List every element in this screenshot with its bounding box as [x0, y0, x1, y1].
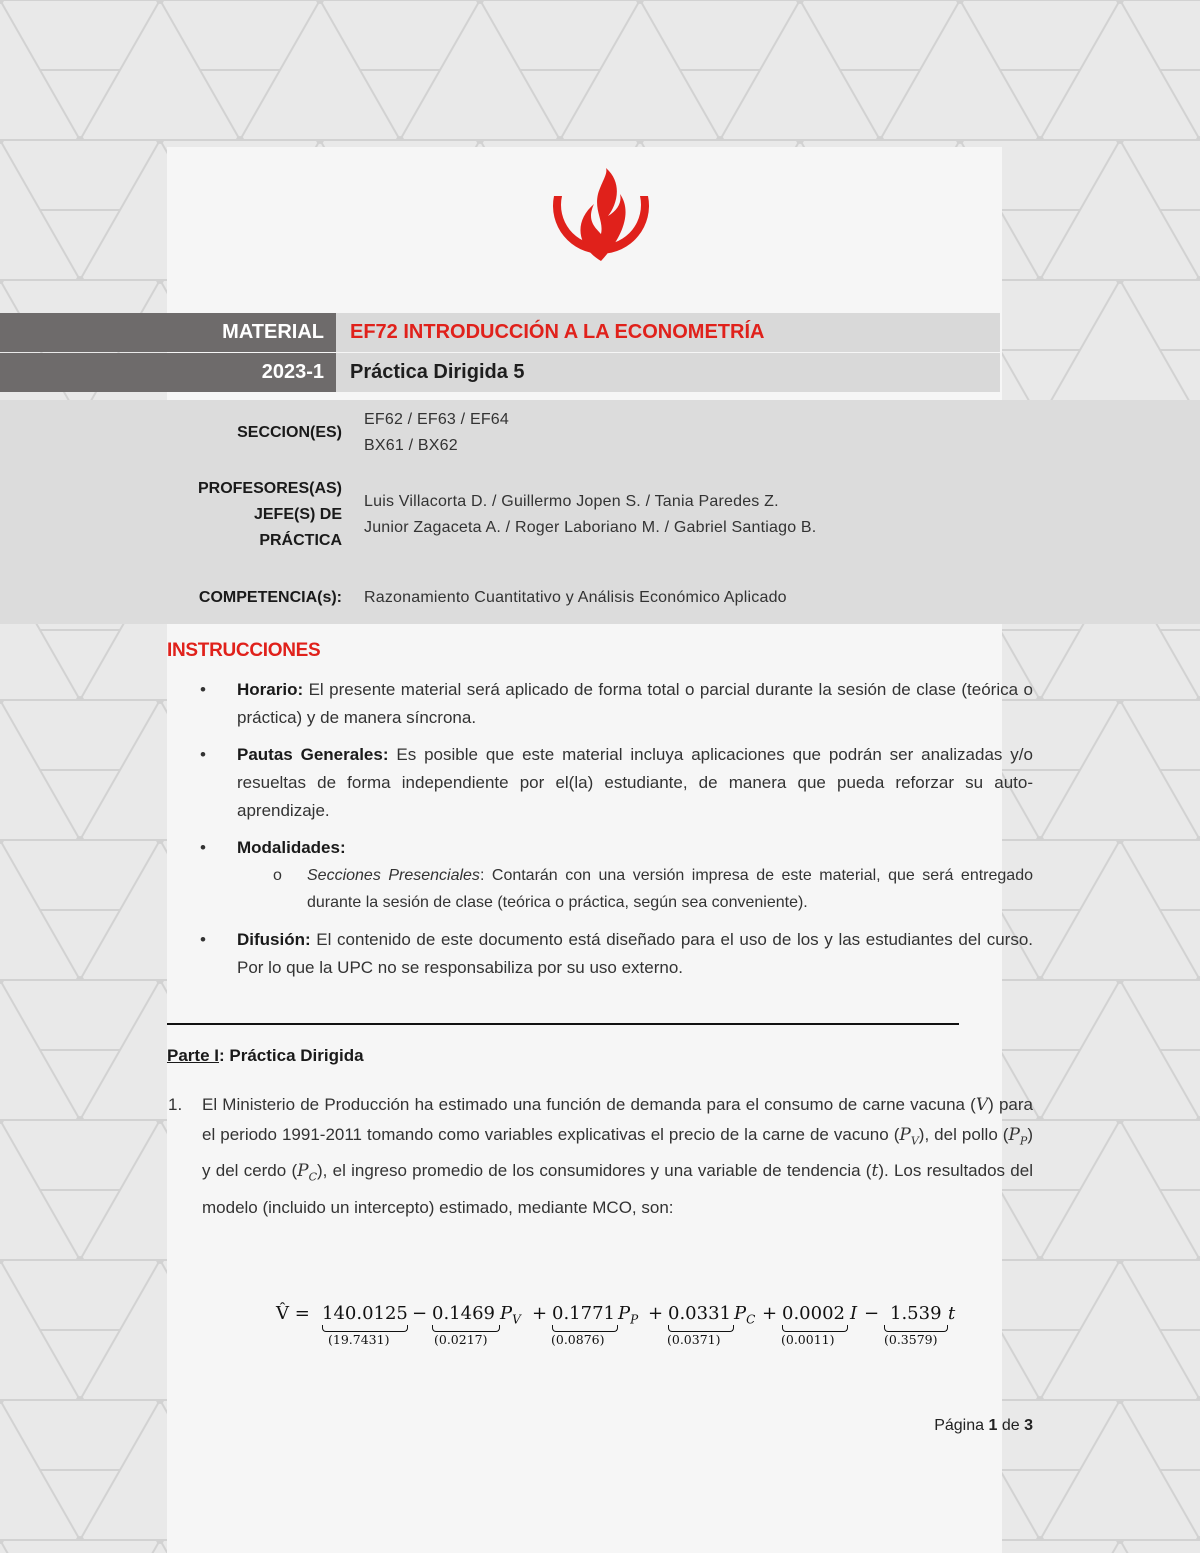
coefficient: 0.0002: [782, 1303, 845, 1324]
variable-pc: $P_C$: [734, 1303, 756, 1327]
math-variable: [297, 1161, 318, 1184]
bullet-icon: •: [200, 930, 206, 949]
instruction-title: Modalidades:: [237, 838, 346, 857]
math-symbol: P: [1008, 1125, 1020, 1145]
instructions-heading: INSTRUCCIONES: [167, 640, 321, 661]
sub-item-title: Secciones Presenciales: [307, 867, 480, 884]
sub-item-text: : Contarán con una versión impresa de este material, que será entregado durante la sesión de clase (teórica o práctica, según sea conveniente).: [307, 867, 1033, 911]
variable-pp: $P_P$: [618, 1303, 639, 1327]
professors-label-2: JEFE(S) DE: [253, 506, 342, 523]
page-label: Página: [934, 1417, 985, 1434]
sections-label: SECCION(ES): [237, 424, 342, 441]
coefficient: 0.1469: [432, 1303, 495, 1324]
instruction-item: [167, 834, 1033, 862]
bullet-icon: •: [200, 680, 206, 699]
instruction-item: [167, 676, 1033, 732]
underbrace: [668, 1325, 734, 1332]
material-label: MATERIAL: [0, 313, 336, 352]
instruction-item: [167, 926, 1033, 982]
practice-title: Práctica Dirigida 5: [336, 353, 1000, 392]
regression-equation: [270, 1300, 990, 1370]
competence-value: Razonamiento Cuantitativo y Análisis Económico Aplicado: [364, 589, 787, 606]
standard-error: (0.0876): [551, 1332, 605, 1347]
page-total: 3: [1024, 1417, 1033, 1434]
math-variable: [899, 1125, 919, 1148]
underbrace: [552, 1325, 618, 1332]
instructions-section: [167, 640, 1033, 982]
page-number: [900, 1417, 1033, 1435]
instruction-title: Difusión:: [237, 930, 311, 949]
underbrace: [782, 1325, 848, 1332]
professors-label-1: PROFESORES(AS): [197, 480, 342, 497]
variable-pv: $P_V$: [500, 1303, 521, 1327]
question-text-part: ). Los resultados del modelo (incluido un intercepto) estimado, mediante MCO, son:: [202, 1161, 1033, 1217]
coefficient: 0.0331: [668, 1303, 731, 1324]
part-label: Parte I: [167, 1046, 219, 1065]
instruction-title: Horario:: [237, 680, 304, 699]
instructions-list: [167, 676, 1033, 982]
question-text-part: ) para el periodo 1991-2011 tomando como variables explicativas el precio de la carne de vacuno (: [202, 1095, 1033, 1144]
section-divider: [167, 1023, 959, 1025]
standard-error: (0.0011): [781, 1332, 835, 1347]
standard-error: (0.0217): [434, 1332, 488, 1347]
instruction-item: [167, 741, 1033, 825]
underbrace: [322, 1325, 408, 1332]
standard-error: (19.7431): [328, 1332, 390, 1347]
coefficient: 1.539: [890, 1303, 942, 1324]
bullet-icon: •: [200, 838, 206, 857]
equation-sign: +: [762, 1303, 778, 1324]
equation-sign: −: [412, 1303, 428, 1324]
equation-lhs: V̂ =: [276, 1303, 310, 1324]
underbrace: [884, 1325, 948, 1332]
professors-line-1: Luis Villacorta D. / Guillermo Jopen S. / Tania Paredes Z.: [364, 493, 779, 510]
question-text-part: ) y del cerdo (: [202, 1125, 1033, 1181]
competence-label: COMPETENCIA(s):: [198, 589, 342, 606]
question-text-part: ), del pollo (: [918, 1125, 1009, 1144]
math-variable: t: [871, 1161, 879, 1182]
math-subscript: V: [910, 1134, 919, 1148]
math-variable: [1008, 1125, 1028, 1148]
professors-line-2: Junior Zagaceta A. / Roger Laboriano M. / Gabriel Santiago B.: [364, 519, 817, 536]
standard-error: (0.0371): [667, 1332, 721, 1347]
underbrace: [432, 1325, 500, 1332]
term-label: 2023-1: [0, 353, 336, 392]
bullet-icon: •: [200, 745, 206, 764]
professors-label-3: PRÁCTICA: [259, 532, 342, 549]
sections-line-2: BX61 / BX62: [364, 437, 458, 454]
equation-sign: +: [648, 1303, 664, 1324]
math-symbol: P: [297, 1161, 309, 1182]
instruction-text: El presente material será aplicado de forma total o parcial durante la sesión de clase (teórica o práctica) y de manera síncrona.: [237, 680, 1033, 727]
part-heading: [167, 1046, 364, 1066]
page-of: de: [1001, 1417, 1020, 1434]
variable-i: I: [850, 1303, 858, 1324]
coefficient: 140.0125: [322, 1303, 408, 1324]
instruction-text: El contenido de este documento está diseñado para el uso de los y las estudiantes del curso. Por lo que la UPC no se responsabiliza por su uso externo.: [237, 930, 1033, 977]
page-current: 1: [988, 1417, 998, 1434]
question-number: 1.: [168, 1095, 183, 1114]
question-text: [202, 1090, 1033, 1223]
upc-logo: [546, 166, 656, 276]
equation-sign: −: [864, 1303, 880, 1324]
instruction-sub-item: [167, 862, 1033, 916]
equation-sign: +: [532, 1303, 548, 1324]
sub-bullet-icon: o: [273, 867, 282, 884]
math-subscript: C: [308, 1170, 318, 1184]
math-subscript: P: [1019, 1134, 1028, 1148]
course-title: EF72 INTRODUCCIÓN A LA ECONOMETRÍA: [336, 313, 1000, 352]
variable-t: t: [948, 1303, 956, 1324]
question-text-part: El Ministerio de Producción ha estimado una función de demanda para el consumo de carne vacuna (: [202, 1095, 976, 1114]
standard-error: (0.3579): [884, 1332, 938, 1347]
math-variable: V: [975, 1095, 989, 1115]
coefficient: 0.1771: [552, 1303, 615, 1324]
instruction-text: Es posible que este material incluya aplicaciones que podrán ser analizadas y/o resueltas de forma independiente por el(la) estudiante, de manera que pueda reforzar su auto-aprendizaje.: [237, 745, 1033, 820]
question-text-part: ), el ingreso promedio de los consumidores y una variable de tendencia (: [317, 1161, 872, 1181]
part-title: : Práctica Dirigida: [218, 1046, 364, 1065]
instruction-title: Pautas Generales:: [237, 745, 389, 764]
math-symbol: P: [899, 1125, 911, 1145]
sections-line-1: EF62 / EF63 / EF64: [364, 411, 509, 428]
